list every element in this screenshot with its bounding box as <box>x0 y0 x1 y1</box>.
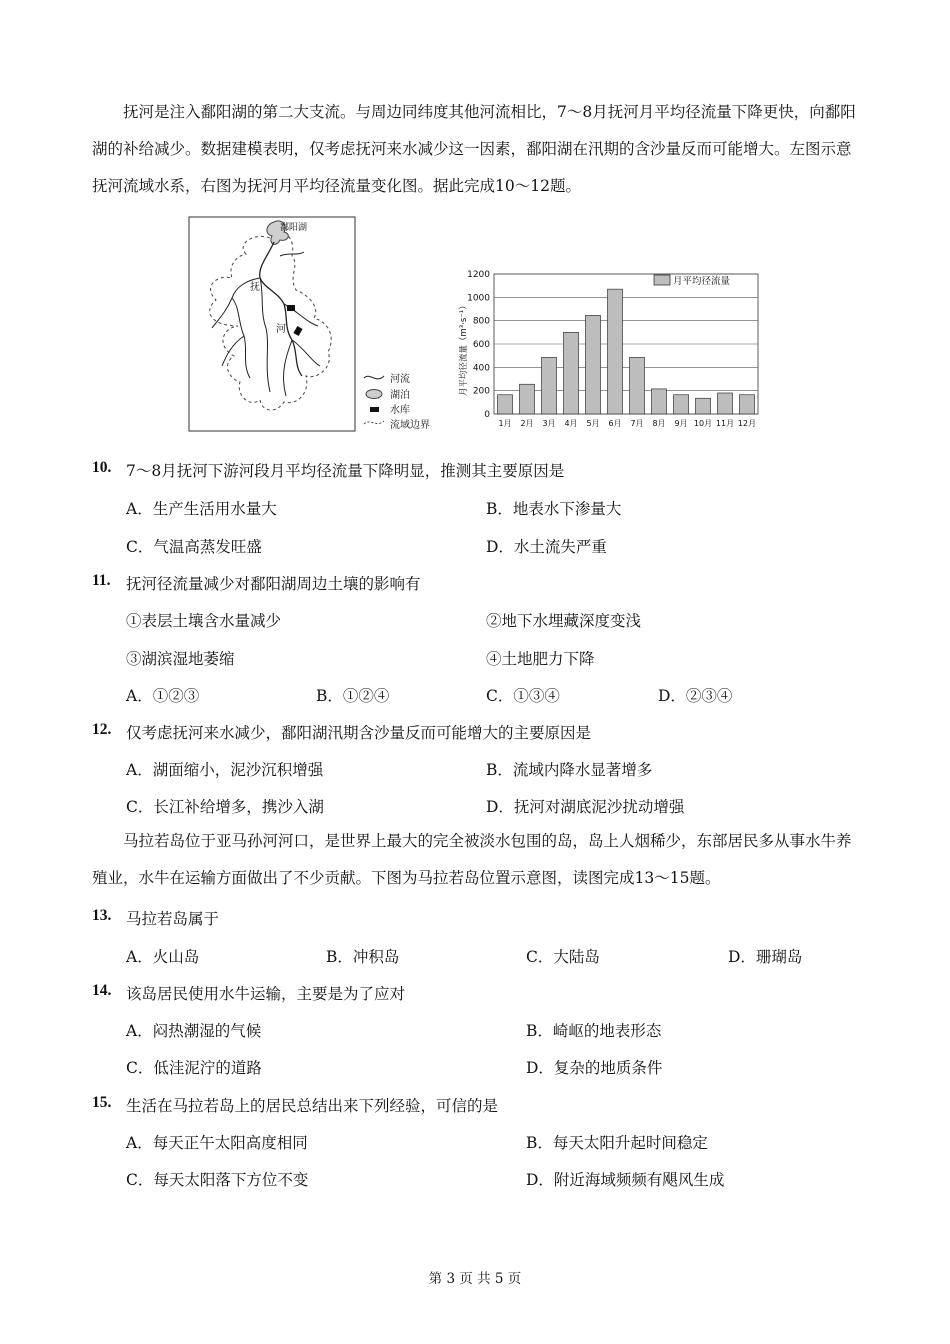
legend-lake: 湖泊 <box>390 390 410 401</box>
q11-text: 抚河径流量减少对鄱阳湖周边土壤的影响有 <box>126 575 421 593</box>
x-tick-label: 6月 <box>608 419 622 428</box>
q13-number: 13. <box>92 907 112 924</box>
q15-text: 生活在马拉若岛上的居民总结出来下列经验，可信的是 <box>126 1097 499 1115</box>
q12-option-b[interactable]: B．流域内降水显著增多 <box>486 761 653 779</box>
page-footer: 第 3 页 共 5 页 <box>428 1271 522 1287</box>
q15-option-a[interactable]: A．每天正午太阳高度相同 <box>126 1134 308 1152</box>
reservoir-1 <box>287 305 295 311</box>
q15-number: 15. <box>92 1094 112 1111</box>
q12-text: 仅考虑抚河来水减少，鄱阳湖汛期含沙量反而可能增大的主要原因是 <box>126 724 592 742</box>
legend-label: 月平均径流量 <box>673 276 731 287</box>
q13-option-c[interactable]: C．大陆岛 <box>526 948 600 966</box>
q11-statement-3: ③湖滨湿地萎缩 <box>126 650 235 668</box>
q14-option-d[interactable]: D．复杂的地质条件 <box>526 1059 663 1077</box>
y-tick-label: 200 <box>472 386 490 397</box>
q10-text: 7～8月抚河下游河段月平均径流量下降明显，推测其主要原因是 <box>126 462 565 480</box>
y-tick-label: 800 <box>472 316 490 327</box>
bar-1月 <box>498 395 513 414</box>
q10-option-b[interactable]: B．地表水下渗量大 <box>486 500 622 518</box>
q12-option-c[interactable]: C．长江补给增多，携沙入湖 <box>126 798 324 816</box>
y-tick-label: 1200 <box>467 270 490 280</box>
q11-option-b[interactable]: B．①②④ <box>316 687 390 705</box>
q14-number: 14. <box>92 982 112 999</box>
chart-legend <box>654 275 731 287</box>
q10-option-a[interactable]: A．生产生活用水量大 <box>126 500 277 518</box>
q11-option-a[interactable]: A．①②③ <box>126 687 200 705</box>
q10-option-d[interactable]: D．水土流失严重 <box>486 538 607 556</box>
q13-option-d[interactable]: D．珊瑚岛 <box>728 948 803 966</box>
bar-9月 <box>674 395 689 414</box>
x-tick-label: 10月 <box>693 419 713 428</box>
q11-option-c[interactable]: C．①③④ <box>486 687 560 705</box>
lake-label: 鄱阳湖 <box>280 223 308 233</box>
legend-reservoir: 水库 <box>390 405 410 416</box>
q15-option-b[interactable]: B．每天太阳升起时间稳定 <box>526 1134 708 1152</box>
q14-option-c[interactable]: C．低洼泥泞的道路 <box>126 1059 262 1077</box>
bar-6月 <box>608 289 623 414</box>
q12-option-a[interactable]: A．湖面缩小，泥沙沉积增强 <box>126 761 324 779</box>
q11-number: 11. <box>92 572 111 589</box>
map-legend <box>364 372 430 431</box>
q14-text: 该岛居民使用水牛运输，主要是为了应对 <box>126 985 406 1003</box>
main-river <box>260 242 302 376</box>
intro-paragraph-1: 抚河是注入鄱阳湖的第二大支流。与周边同纬度其他河流相比，7～8月抚河月平均径流量下降更快，向鄱阳湖的补给减少。数据建模表明，仅考虑抚河来水减少这一因素，鄱阳湖在汛期的含沙量反而可能增大。左图示意抚河流域水系，右图为抚河月平均径流量变化图。据此完成10～12题。 <box>92 103 856 195</box>
q15-option-c[interactable]: C．每天太阳落下方位不变 <box>126 1171 309 1189</box>
q10-number: 10. <box>92 459 112 476</box>
q11-option-d[interactable]: D．②③④ <box>658 687 733 705</box>
x-tick-label: 11月 <box>715 419 735 428</box>
q13-option-b[interactable]: B．冲积岛 <box>326 948 400 966</box>
q13-option-a[interactable]: A．火山岛 <box>126 948 200 966</box>
q10-option-c[interactable]: C．气温高蒸发旺盛 <box>126 538 262 556</box>
y-tick-label: 0 <box>484 410 490 420</box>
basin-boundary <box>210 233 332 410</box>
legend-boundary: 流域边界 <box>390 420 430 431</box>
q12-option-d[interactable]: D．抚河对湖底泥沙扰动增强 <box>486 798 685 816</box>
x-tick-label: 8月 <box>652 419 666 428</box>
bar-7月 <box>630 357 645 414</box>
x-tick-label: 9月 <box>674 419 688 428</box>
reservoir-2 <box>293 326 302 336</box>
x-tick-label: 3月 <box>542 419 556 428</box>
x-tick-label: 5月 <box>586 419 600 428</box>
q11-statement-2: ②地下水埋藏深度变浅 <box>486 612 642 630</box>
river-label-1: 抚 <box>250 282 260 293</box>
q11-statement-1: ①表层土壤含水量减少 <box>126 612 282 630</box>
river-label-2: 河 <box>276 324 286 335</box>
q15-option-d[interactable]: D．附近海域频频有飓风生成 <box>526 1171 725 1189</box>
q12-number: 12. <box>92 721 112 738</box>
bar-8月 <box>652 389 667 414</box>
bar-12月 <box>740 395 755 414</box>
q14-option-b[interactable]: B．崎岖的地表形态 <box>526 1022 662 1040</box>
bar-4月 <box>564 332 579 414</box>
x-tick-label: 7月 <box>630 419 644 428</box>
x-tick-label: 1月 <box>498 419 512 428</box>
x-tick-label: 12月 <box>737 419 757 428</box>
bar-10月 <box>696 398 711 414</box>
bar-2月 <box>520 384 535 414</box>
legend-river: 河流 <box>390 374 410 385</box>
y-tick-label: 1000 <box>467 293 490 304</box>
intro-paragraph-2: 马拉若岛位于亚马孙河河口，是世界上最大的完全被淡水包围的岛，岛上人烟稀少，东部居民多从事水牛养殖业，水牛在运输方面做出了不少贡献。下图为马拉若岛位置示意图，读图完成13～15题。 <box>92 832 852 887</box>
x-tick-label: 2月 <box>520 419 534 428</box>
bar-5月 <box>586 315 601 414</box>
bar-3月 <box>542 357 557 414</box>
bar-11月 <box>718 393 733 414</box>
y-tick-label: 600 <box>472 340 490 350</box>
q13-text: 马拉若岛属于 <box>126 910 220 928</box>
y-tick-label: 400 <box>472 363 490 374</box>
y-axis-label: 月平均径流量（m³·s⁻¹） <box>459 301 469 396</box>
q11-statement-4: ④土地肥力下降 <box>486 650 595 668</box>
fuhe-basin-map <box>188 216 448 434</box>
q14-option-a[interactable]: A．闷热潮湿的气候 <box>126 1022 262 1040</box>
x-tick-label: 4月 <box>564 419 578 428</box>
runoff-bar-chart <box>450 262 770 438</box>
